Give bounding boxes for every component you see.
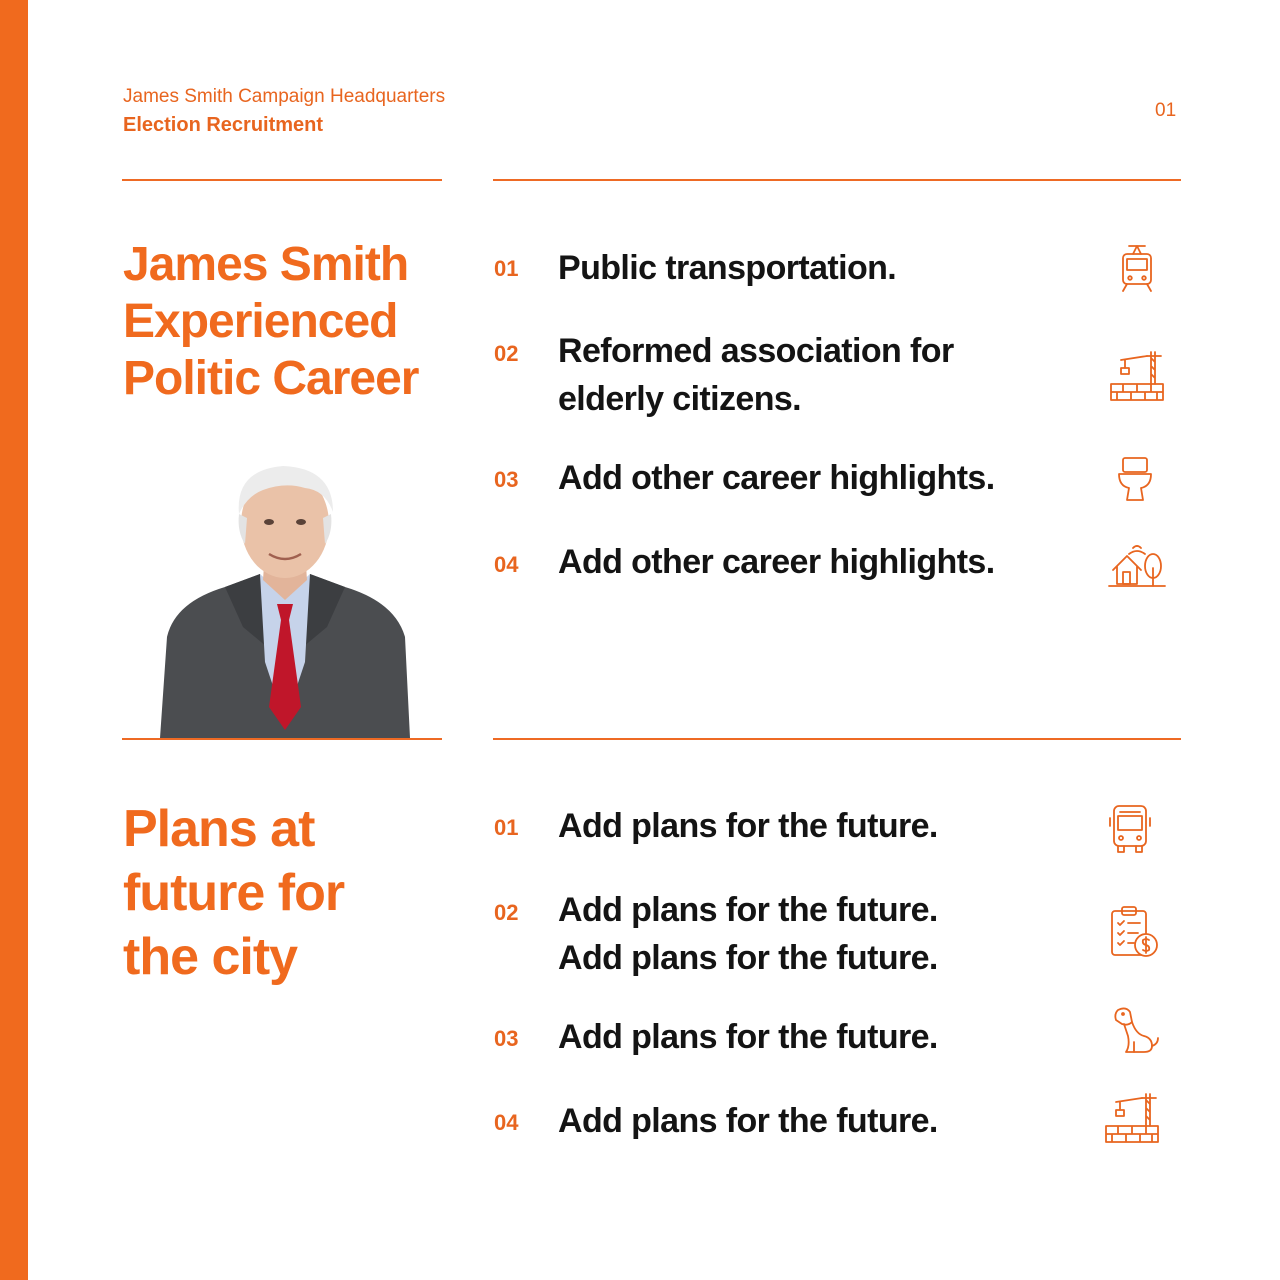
construction-crane-icon xyxy=(1107,348,1167,408)
accent-side-bar xyxy=(0,0,28,1280)
plans-heading-line: future for xyxy=(123,864,345,922)
header-title: Election Recruitment xyxy=(123,114,324,136)
career-item-line: Public transportation. xyxy=(558,249,897,287)
plans-item-number: 02 xyxy=(494,900,519,925)
plans-item-text xyxy=(558,1013,1078,1061)
plans-item-text xyxy=(558,1097,1078,1145)
plans-heading-line: Plans at xyxy=(123,800,315,858)
plans-item-line: Add plans for the future. xyxy=(558,1018,938,1056)
career-item-number: 03 xyxy=(494,467,519,492)
plans-heading xyxy=(123,797,453,989)
career-item-line: elderly citizens. xyxy=(558,380,802,418)
plans-item-text xyxy=(558,886,1078,982)
career-heading-line: Politic Career xyxy=(123,352,419,405)
budget-clipboard-icon xyxy=(1104,903,1164,963)
plans-heading-line: the city xyxy=(123,928,298,986)
career-item-number: 01 xyxy=(494,256,519,281)
career-item-number: 02 xyxy=(494,341,519,366)
career-item-text xyxy=(558,538,1078,586)
plans-item-number: 01 xyxy=(494,815,519,840)
plans-item-line: Add plans for the future. xyxy=(558,939,938,977)
plans-item-line: Add plans for the future. xyxy=(558,891,938,929)
divider-middle-left xyxy=(122,738,442,740)
plans-item-text xyxy=(558,802,1078,850)
career-item-text xyxy=(558,244,1078,292)
toilet-icon xyxy=(1105,450,1165,510)
park-house-icon xyxy=(1107,538,1167,598)
plans-item-line: Add plans for the future. xyxy=(558,1102,938,1140)
career-item-line: Add other career highlights. xyxy=(558,459,995,497)
candidate-portrait xyxy=(155,462,415,738)
divider-top-left xyxy=(122,179,442,181)
bus-icon xyxy=(1100,798,1160,858)
career-item-text xyxy=(558,327,1078,423)
dog-icon xyxy=(1104,1002,1164,1062)
construction-crane-icon xyxy=(1102,1090,1162,1150)
plans-item-line: Add plans for the future. xyxy=(558,807,938,845)
plans-item-number: 04 xyxy=(494,1110,519,1135)
career-item-line: Reformed association for xyxy=(558,332,954,370)
career-heading xyxy=(123,236,453,407)
career-item-number: 04 xyxy=(494,552,519,577)
header-subtitle: James Smith Campaign Headquarters xyxy=(123,86,446,107)
tram-icon xyxy=(1107,238,1167,298)
career-item-text xyxy=(558,454,1078,502)
divider-middle-right xyxy=(493,738,1181,740)
career-item-line: Add other career highlights. xyxy=(558,543,995,581)
career-heading-line: Experienced xyxy=(123,295,398,348)
page-number: 01 xyxy=(1155,100,1177,121)
plans-item-number: 03 xyxy=(494,1026,519,1051)
divider-top-right xyxy=(493,179,1181,181)
career-heading-line: James Smith xyxy=(123,238,409,291)
